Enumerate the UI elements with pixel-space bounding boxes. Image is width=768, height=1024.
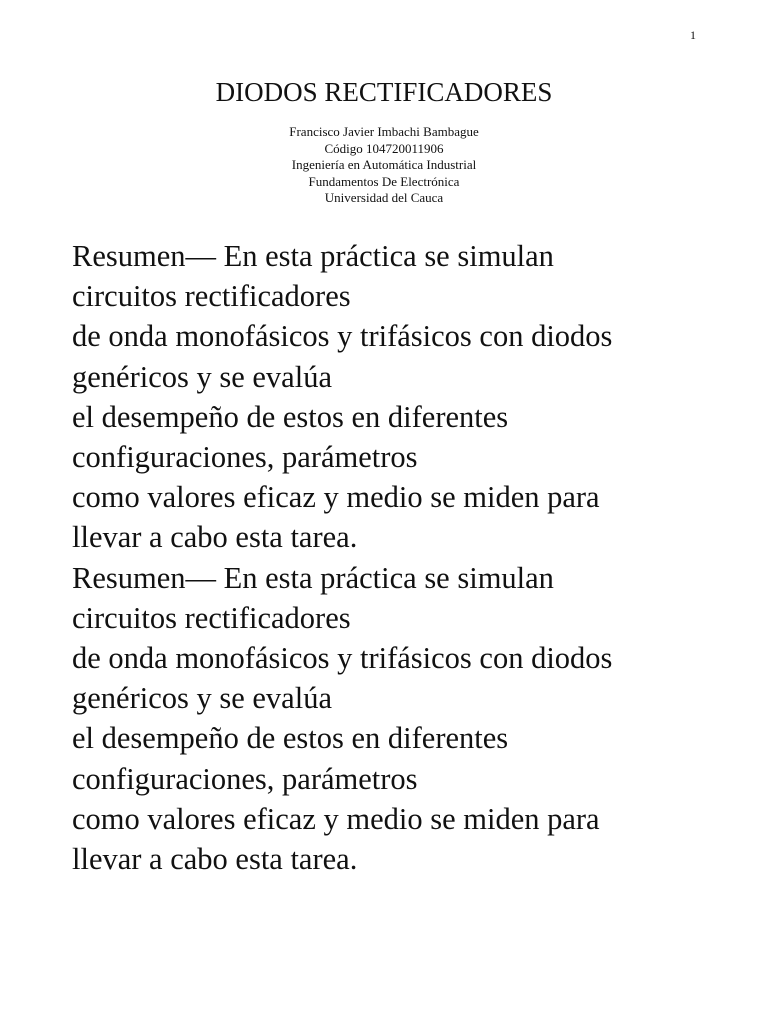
author-block [0,124,768,207]
body-line: configuraciones, parámetros [72,761,418,796]
body-line: como valores eficaz y medio se miden para [72,801,600,836]
body-line: como valores eficaz y medio se miden para [72,480,600,515]
body-line: genéricos y se evalúa [72,359,332,394]
document-title: DIODOS RECTIFICADORES [215,77,553,107]
body-line: circuitos rectificadores [72,600,351,635]
body-line: Resumen— En esta práctica se simulan [72,560,554,595]
body-line: circuitos rectificadores [72,279,351,314]
student-code: Código 104720011906 [324,140,444,156]
author-name: Francisco Javier Imbachi Bambague [289,124,479,139]
body-line: llevar a cabo esta tarea. [72,520,358,555]
body-line: el desempeño de estos en diferentes [72,721,509,756]
body-line: el desempeño de estos en diferentes [72,399,509,434]
body-line: Resumen— En esta práctica se simulan [72,239,554,273]
course-name: Fundamentos De Electrónica [308,173,460,189]
body-line: configuraciones, parámetros [72,440,418,475]
page-number: 1 [690,28,696,42]
program-name: Ingeniería en Automática Industrial [291,157,477,173]
body-line: de onda monofásicos y trifásicos con diodos [72,319,613,354]
abstract-body [72,236,732,879]
body-line: llevar a cabo esta tarea. [72,842,358,877]
body-line: de onda monofásicos y trifásicos con diodos [72,641,613,676]
university-name: Universidad del Cauca [324,190,444,206]
body-line: genéricos y se evalúa [72,681,332,716]
